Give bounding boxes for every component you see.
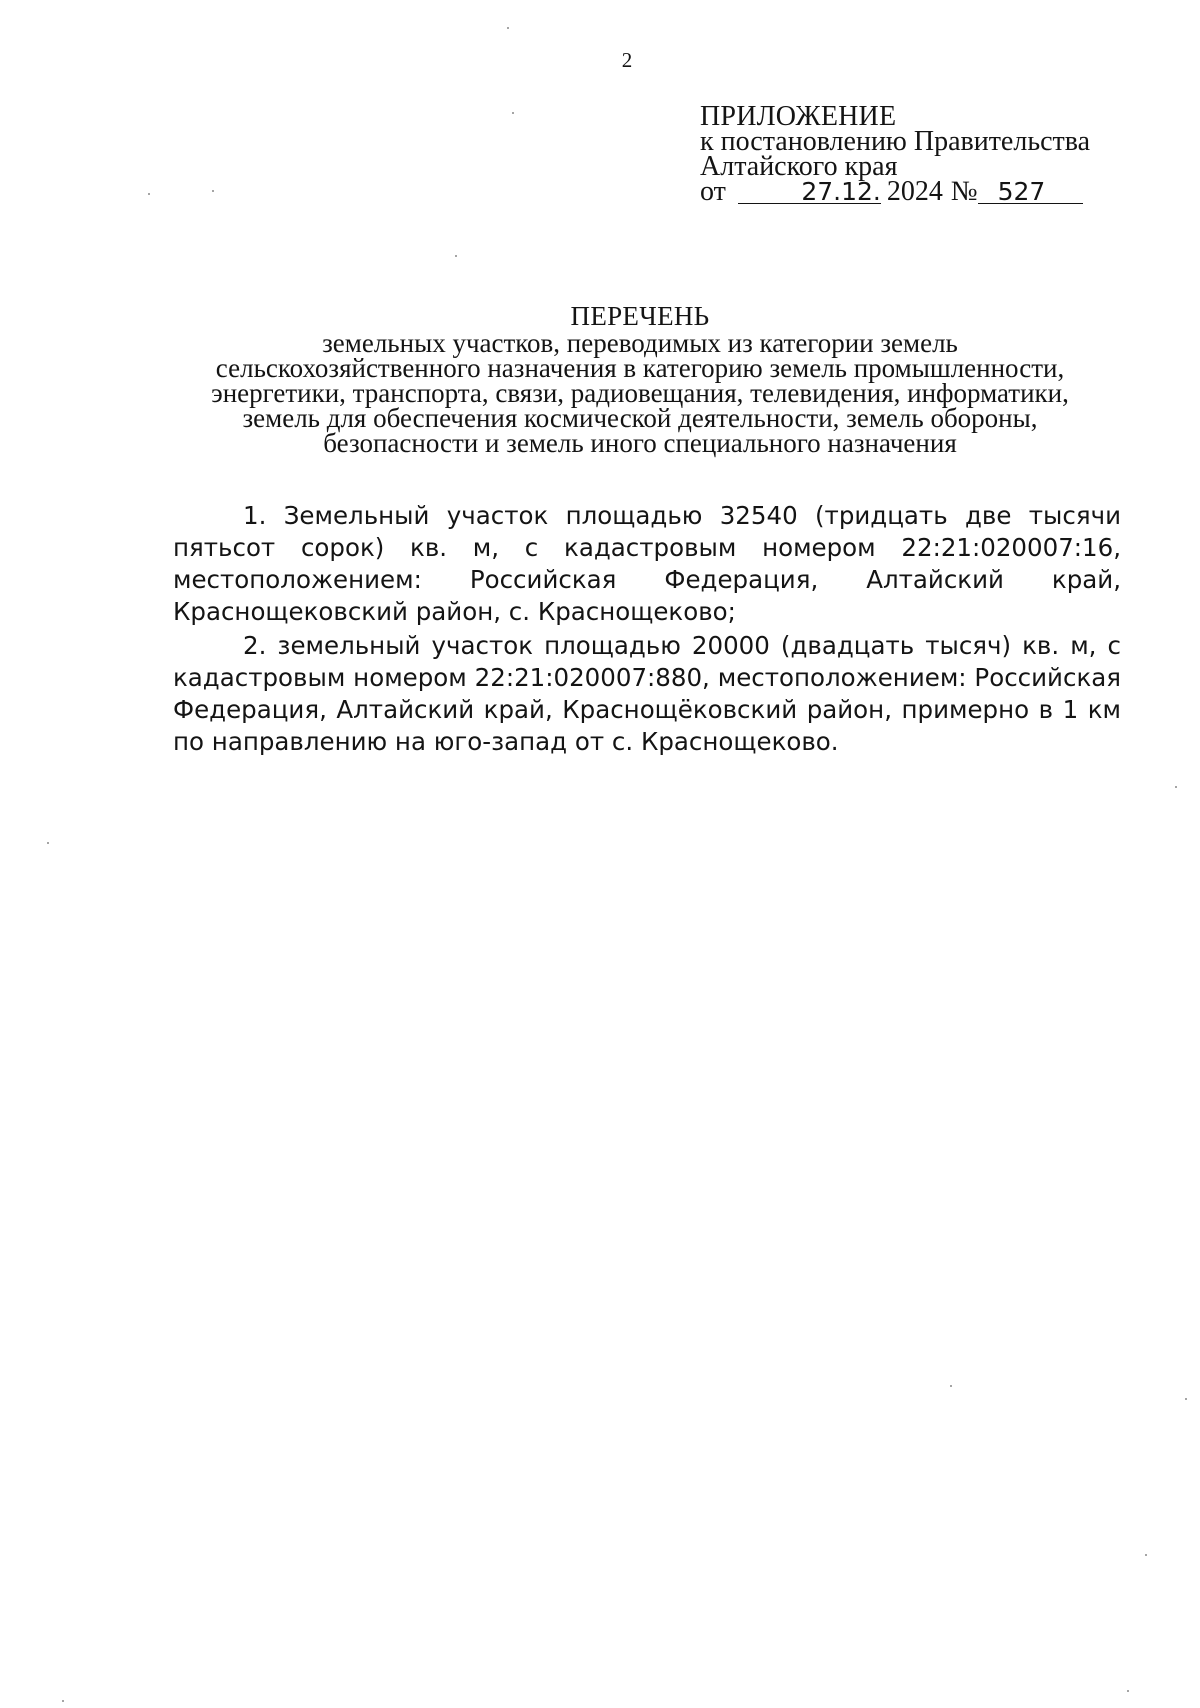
scan-speck (62, 1700, 64, 1702)
title-line: безопасности и земель иного специального назначения (323, 428, 957, 458)
scan-speck (512, 112, 514, 114)
approval-date-line (700, 176, 1140, 207)
approval-line-1: к постановлению Правительства (700, 126, 1091, 157)
number-sign: № (950, 176, 978, 207)
number-value: 527 (978, 181, 1083, 204)
document-body (173, 500, 1121, 758)
title-line: сельскохозяйственного назначения в категорию земель промышленности, (215, 353, 1065, 383)
page-number: 2 (621, 48, 633, 72)
scan-speck (507, 27, 509, 29)
scan-speck (148, 193, 150, 195)
scan-speck (1185, 1398, 1187, 1400)
approval-block (700, 101, 1140, 207)
scan-speck (1175, 786, 1177, 788)
approval-heading: ПРИЛОЖЕНИЕ (700, 101, 897, 132)
list-item: 2. земельный участок площадью 20000 (двадцать тысяч) кв. м, с кадастровым номером 22:21:020007:880, местоположением: Российская Федерация, Алтайский край, Краснощёковский район, примерно в 1 км по направлению на юго-запад от с. Краснощеково. (173, 631, 1121, 756)
title-main: ПЕРЕЧЕНЬ (570, 301, 710, 331)
scan-speck (455, 255, 457, 257)
scan-speck (1127, 1690, 1129, 1692)
approval-line-2: Алтайского края (700, 151, 898, 182)
title-line: энергетики, транспорта, связи, радиовещания, телевидения, информатики, (211, 378, 1069, 408)
date-value: 27.12. (738, 181, 881, 204)
list-item: 1. Земельный участок площадью 32540 (тридцать две тысячи пятьсот сорок) кв. м, с кадастровым номером 22:21:020007:16, местоположением: Российская Федерация, Алтайский край, Краснощековский район, с. Краснощеково; (173, 501, 1121, 626)
document-title (160, 301, 1120, 458)
scan-speck (47, 842, 49, 844)
scan-speck (950, 1385, 952, 1387)
date-year: 2024 (886, 176, 943, 207)
scan-speck (1145, 1554, 1147, 1556)
date-prefix: от (700, 176, 726, 207)
title-line: земель для обеспечения космической деятельности, земель обороны, (242, 403, 1038, 433)
title-line: земельных участков, переводимых из категории земель (322, 328, 958, 358)
scan-speck (212, 190, 214, 192)
